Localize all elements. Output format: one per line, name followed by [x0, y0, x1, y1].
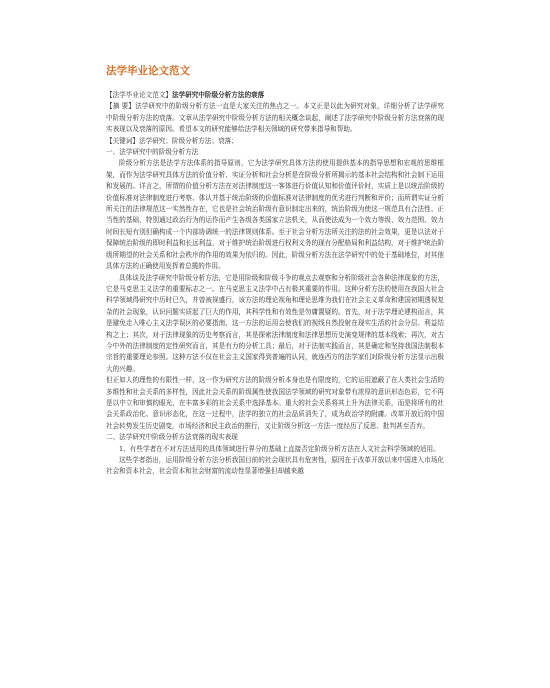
body-paragraph-5: 这些学者指出，运用阶级分析方法分析我国目前的社会现状具有危害性，原因在于改革开放以来中国进入市场化社会和资本社会，社会资本和社会财富的流动性显著增强但却越来越 — [106, 456, 444, 476]
article-heading — [106, 90, 444, 101]
abstract-paragraph: 【摘 要】法学研究中的阶级分析方法一直是大家关注的焦点之一。本文正是以此为研究对象，详细分析了法学研究中阶级分析方法的衰落。文章从法学研究中阶级分析方法的相关概念谈起，阐述了法学研究中阶级分析方法衰落的现实表现以及衰落的原因。希望本文的研究能够给法学相关领域的研究带来指导和帮助。 — [106, 102, 444, 134]
article-category-label: 【法学毕业论文范文】 — [106, 91, 172, 99]
section-heading-1: 一、法学研究中的阶级分析方法 — [106, 148, 199, 157]
keywords-line: 【关键词】法学研究；阶级分析方法；衰落； — [106, 136, 238, 145]
body-paragraph-3: 但正如人的理性的有限性一样，这一作为研究方法的阶级分析本身也是有限度的，它的运用遮蔽了在人类社会生活的多维性和社会关系的多样性，因此社会关系的阶级属性使我国法学领域的研究对象带有浓厚的意识形态色彩，它不再是以中立和审慎的眼光，在丰富多彩的社会关系中选择基本。重大的社会关系将其上升为法律关系，而是将所有的社会关系政治化、意识形态化，在这一过程中，法学的独立的社会品质消失了，成为政治学的附庸。改革开放后的中国社会转势发生历史剧变，市场经济和民主政治的推行，又让阶级分析这一方法一度经历了反思、批判甚至否弃。 — [106, 376, 444, 430]
body-paragraph-1: 阶级分析方法是法学方法体系的指导原则，它为法学研究具体方法的使用提供基本的指导思想和宏观的思维框架，而作为法学研究具体方法的价值分析、实证分析和社会分析是在阶级分析所揭示的基本社会结构和社会制下运用和发展的。详言之，所谓的价值分析方法在对法律制度这一客体进行价值认知和价值评价时，实质上是以统治阶级的价值标准对法律制度进行考察、体认并基于统治阶级的价值标准对法律制度的优劣进行判断和评价；而所谓实证分析所关注的法律规范这一实然性存在，它也是社会统治阶级有意识制定出来的，统治阶级为使这一规范具有合法性、正当性的基础，特别通过政治行为的运作而产生各级各类国家立法机关，从而使法成为一个效力等级、效力范围、效力时间长短有别但确构成一个内部协调统一的法律规则体系。至于社会分析方法所关注的法的社会效果，更是以法对于保障统治阶级的即时利益和长远利益，对于维护统治阶级进行权利义务的现有分配格局和利益结构，对于维护统治阶级所期望的社会关系和社会秩序的作用的效果为依归的。因此，阶级分析方法在法学研究中的处于基础地位，对其他具体方法的正确使用发挥着总揽的作用。 — [106, 159, 444, 271]
section-heading-2: 二、法学研究中阶级分析方法衰落的现实表现 — [106, 433, 238, 442]
body-paragraph-2: 具体谈及法学研究中阶级分析方法，它是用阶级和阶级斗争的观点去观察和分析阶级社会各种法律现象的方法，它是马克思主义法学的重要标志之一。在马克思主义法学中占有极其重要的作用。这种分析方法的使用在我国大社会科学领域得研究中历时已久，并曾被视盛行，该方法的理论视角和理论思维为我们在社会主义革命和建国初期透视复杂的社会现象，认识问题实质起了巨大的作用，其科学性和有效性是勿庸置疑的。首先，对于法学理论建构而言，其是避免走入唯心主义法学误区的必要指南，这一方法的运用会使我们的视线自然投射在现实生活的社会分层、利益结构之上；其次，对于法律现象的历史考察而言，其是探索法律制度和法律思想历史演变规律的基本线索；再次，对古今中外的法律制度的定性研究而言，其是有力的分析工具；最后，对于法制实践而言，其是确定和坚持我国法制根本宗旨的重要理论参照。这种方法不仅在社会主义国家得到普遍的认同，就连西方的法学家们对阶级分析方法显示出极大的兴趣。 — [106, 273, 444, 373]
article-title: 法学研究中阶级分析方法的衰落 — [171, 91, 265, 99]
body-paragraph-4: 1、有些学者在不对方法适用的具体领域进行界分的基础上直接否定阶级分析方法在人文社会科学领域的适用。 — [119, 444, 440, 453]
page-title: 法学毕业论文范文 — [106, 65, 190, 77]
